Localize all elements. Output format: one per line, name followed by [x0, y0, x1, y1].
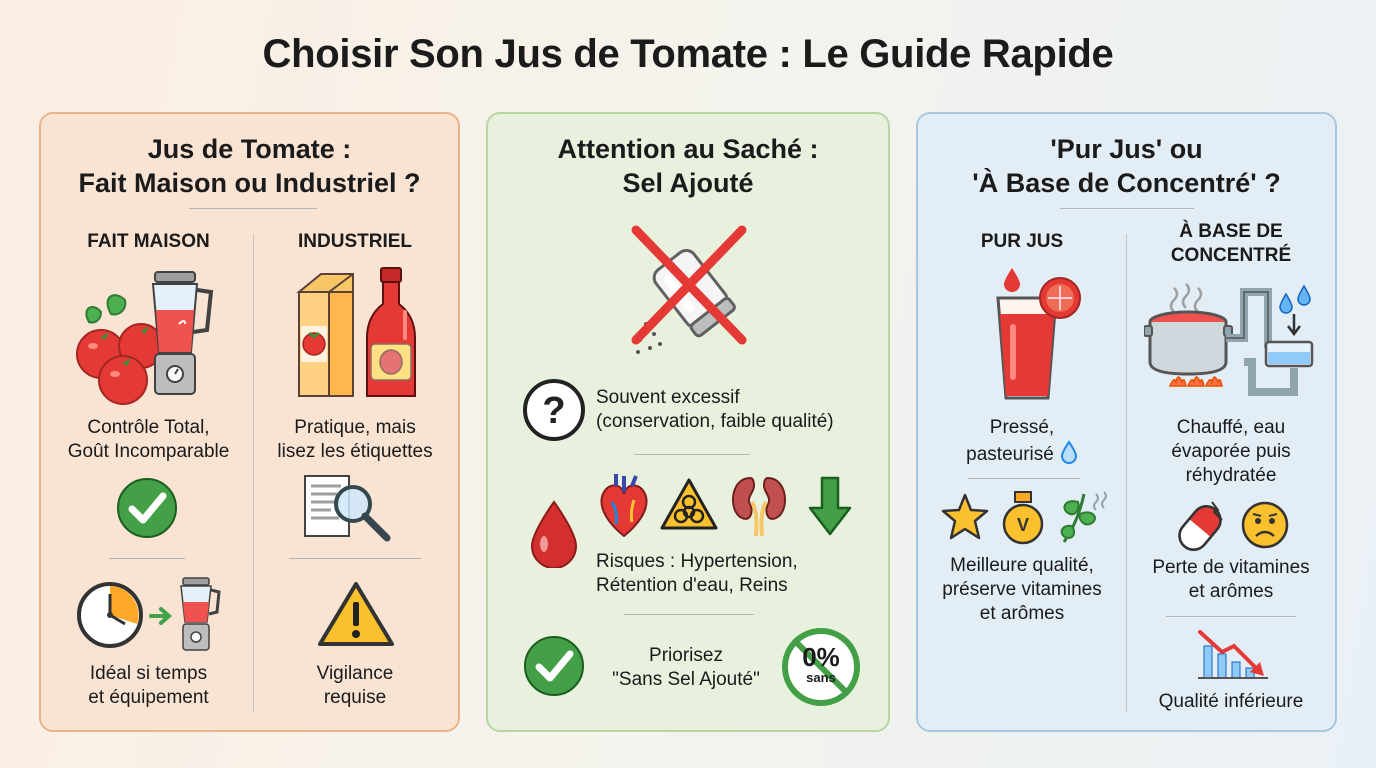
homemade-benefit-line1: Contrôle Total, — [87, 417, 210, 438]
cooking-pot-icon — [1144, 278, 1320, 404]
pure-juice-process-line2-text: pasteurisé — [966, 444, 1054, 465]
col-header-concentre-line1: À BASE DE — [1179, 221, 1283, 242]
divider — [289, 558, 421, 559]
panel-homemade-vs-industrial — [39, 112, 460, 732]
salt-excess-line2: (conservation, faible qualité) — [596, 411, 834, 432]
industrial-note-line2: lisez les étiquettes — [277, 441, 433, 462]
prioritize-text — [592, 644, 780, 692]
panel-title — [488, 132, 888, 200]
heart-icon — [596, 472, 652, 542]
zero-percent-label: 0% — [802, 642, 840, 672]
divider — [634, 454, 750, 455]
sans-label: sans — [806, 670, 836, 685]
column-divider — [1126, 234, 1127, 712]
industrial-vigilance-line2: requise — [323, 687, 387, 708]
label-magnifier-icon — [301, 472, 399, 544]
clock-icon — [75, 580, 145, 650]
industrial-note-text — [257, 416, 453, 464]
panel-title-line1: Jus de Tomate : — [147, 134, 352, 164]
homemade-condition-line1: Idéal si temps — [89, 663, 208, 684]
col-header-concentre — [1132, 220, 1330, 268]
prioritize-line2: "Sans Sel Ajouté" — [612, 669, 760, 690]
sad-face-icon — [1240, 500, 1290, 550]
kidneys-icon — [724, 472, 794, 538]
industrial-vigilance-line1: Vigilance — [316, 663, 394, 684]
declining-chart-icon — [1194, 626, 1274, 682]
col-header-industriel: INDUSTRIEL — [298, 231, 412, 252]
panel-pure-vs-concentrate — [916, 112, 1337, 732]
homemade-benefit-text — [51, 416, 246, 464]
concentrate-process-line3: réhydratée — [1185, 465, 1277, 486]
pure-juice-process-text — [926, 416, 1118, 467]
divider — [968, 478, 1080, 479]
industrial-note-line1: Pratique, mais — [294, 417, 416, 438]
salt-risks-line1: Risques : Hypertension, — [596, 551, 798, 572]
column-divider — [253, 234, 254, 712]
salt-risks-line2: Rétention d'eau, Reins — [596, 575, 788, 596]
check-icon — [522, 634, 586, 698]
zero-percent-badge-icon — [780, 626, 862, 708]
warning-icon — [317, 580, 395, 648]
pure-juice-benefit-line1: Meilleure qualité, — [950, 555, 1094, 576]
juice-carton-icon — [291, 270, 361, 400]
arrow-right-icon — [149, 606, 175, 626]
svg-text:?: ? — [542, 390, 566, 432]
panel-title-line1: Attention au Saché : — [557, 134, 819, 164]
concentrate-loss-line1: Perte de vitamines — [1152, 557, 1310, 578]
concentrate-loss-line2: et arômes — [1188, 581, 1274, 602]
col-header-concentre-line2: CONCENTRÉ — [1170, 245, 1292, 266]
pure-juice-benefit-line2: préserve vitamines — [942, 579, 1102, 600]
sauce-bottle-icon — [363, 264, 419, 404]
blender-icon — [145, 270, 223, 402]
concentrate-process-line2: évaporée puis — [1171, 441, 1291, 462]
herb-icon — [1054, 488, 1110, 546]
blood-drop-icon — [528, 498, 580, 568]
pure-juice-process-line1: Pressé, — [989, 417, 1055, 438]
pill-icon — [1172, 498, 1230, 554]
divider — [624, 614, 754, 615]
star-icon — [940, 492, 990, 542]
concentrate-process-line1: Chauffé, eau — [1176, 417, 1286, 438]
col-header-pur-jus: PUR JUS — [980, 231, 1064, 252]
pure-juice-process-line2 — [926, 440, 1118, 467]
divider — [109, 558, 185, 559]
question-icon — [522, 378, 586, 442]
salt-excess-text — [596, 386, 886, 434]
salt-shaker-crossed-icon — [624, 224, 754, 360]
arrow-down-icon — [806, 474, 854, 538]
inferior-quality-text: Qualité inférieure — [1158, 691, 1304, 712]
salt-risks-text — [596, 550, 886, 598]
divider — [1166, 616, 1296, 617]
divider — [1060, 208, 1194, 209]
homemade-condition-line2: et équipement — [88, 687, 209, 708]
homemade-benefit-line2: Goût Incomparable — [67, 441, 230, 462]
check-icon — [115, 476, 179, 540]
prioritize-line1: Priorisez — [649, 645, 723, 666]
juice-glass-icon — [978, 262, 1088, 406]
industrial-vigilance-text — [257, 662, 453, 710]
page-title: Choisir Son Jus de Tomate : Le Guide Rapide — [262, 32, 1114, 76]
vitamin-medal-icon — [1000, 490, 1046, 546]
pure-juice-benefit-line3: et arômes — [979, 603, 1065, 624]
homemade-condition-text — [51, 662, 246, 710]
concentrate-loss-text — [1132, 556, 1330, 604]
biohazard-icon — [658, 476, 720, 534]
col-header-fait-maison: FAIT MAISON — [87, 231, 210, 252]
blender-icon — [175, 576, 221, 654]
panel-added-salt — [486, 112, 890, 732]
water-drop-icon — [1060, 440, 1078, 464]
pure-juice-benefit-text — [922, 554, 1122, 626]
panel-title — [41, 132, 458, 200]
svg-text:V: V — [1016, 515, 1030, 535]
panel-title-line2: Fait Maison ou Industriel ? — [78, 168, 421, 198]
salt-excess-line1: Souvent excessif — [596, 387, 740, 408]
concentrate-process-text — [1132, 416, 1330, 488]
panel-title — [918, 132, 1335, 200]
panel-title-line1: 'Pur Jus' ou — [1050, 134, 1203, 164]
divider — [189, 208, 317, 209]
panel-title-line2: Sel Ajouté — [622, 168, 754, 198]
panel-title-line2: 'À Base de Concentré' ? — [972, 168, 1281, 198]
